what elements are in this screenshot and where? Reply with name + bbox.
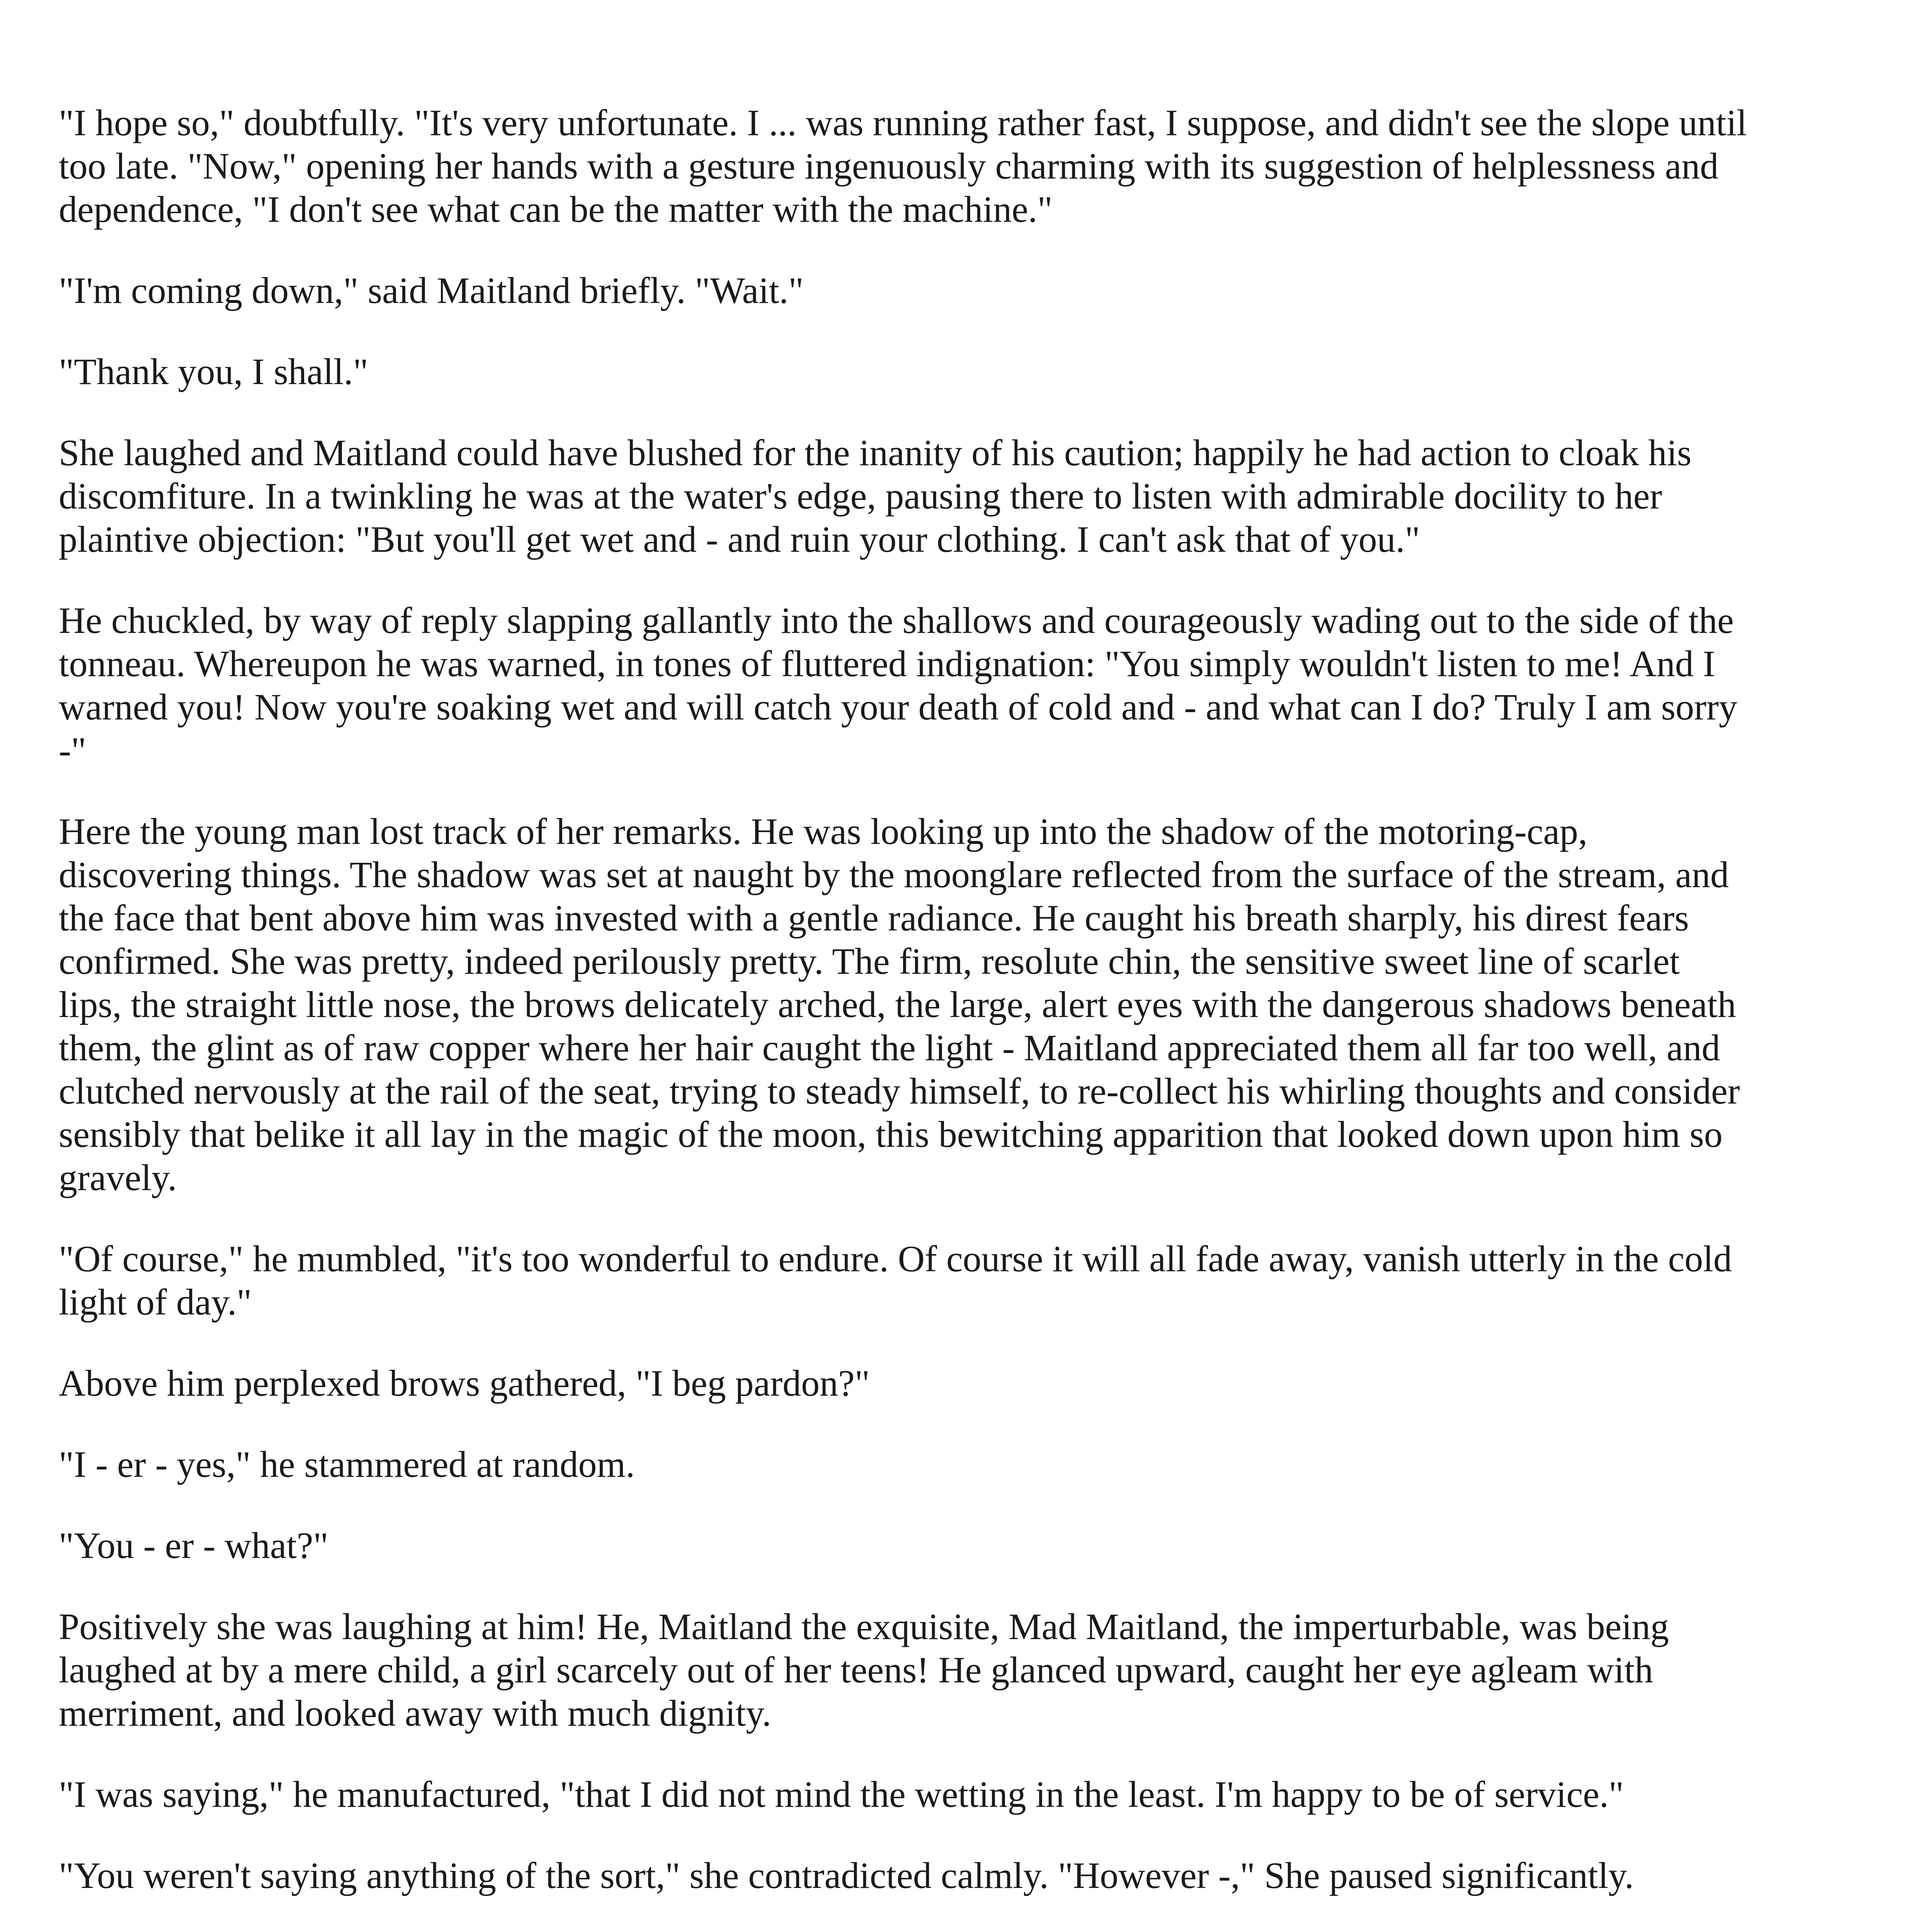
paragraph-1: "I hope so," doubtfully. "It's very unfortunate. I ... was running rather fast, I suppose, and didn't see the slope until too late. "Now," opening her hands with a gesture ingenuously charming with its suggestion of helplessness and dependence, "I don't see what can be the matter with the machine." [59,102,1747,230]
body-text [59,101,1751,1932]
paragraph-11: Positively she was laughing at him! He, Maitland the exquisite, Mad Maitland, the imperturbable, was being laughed at by a mere child, a girl scarcely out of her teens! He glanced upward, caught her eye agleam with merriment, and looked away with much dignity. [59,1606,1669,1734]
paragraph-8: Above him perplexed brows gathered, "I beg pardon?" [59,1362,870,1404]
paragraph-7: "Of course," he mumbled, "it's too wonderful to endure. Of course it will all fade away, vanish utterly in the cold light of day." [59,1238,1732,1323]
paragraph-5: He chuckled, by way of reply slapping gallantly into the shallows and courageously wading out to the side of the tonneau. Whereupon he was warned, in tones of fluttered indignation: "You simply wouldn't listen to me! And I warned you! Now you're soaking wet and will catch your death of cold and - and what can I do? Truly I am sorry -" [59,600,1738,771]
paragraph-9: "I - er - yes," he stammered at random. [59,1444,635,1485]
paragraph-3: "Thank you, I shall." [59,351,368,392]
paragraph-6: Here the young man lost track of her remarks. He was looking up into the shadow of the motoring-cap, discovering things. The shadow was set at naught by the moonglare reflected from the surface of the stream, and the face that bent above him was invested with a gentle radiance. He caught his breath sharply, his direst fears confirmed. She was pretty, indeed perilously pretty. The firm, resolute chin, the sensitive sweet line of scarlet lips, the straight little nose, the brows delicately arched, the large, alert eyes with the dangerous shadows beneath them, the glint as of raw copper where her hair caught the light - Maitland appreciated them all far too well, and clutched nervously at the rail of the seat, trying to steady himself, to re-collect his whirling thoughts and consider sensibly that belike it all lay in the magic of the moon, this bewitching apparition that looked down upon him so gravely. [59,811,1740,1198]
paragraph-10: "You - er - what?" [59,1525,328,1566]
paragraph-2: "I'm coming down," said Maitland briefly. "Wait." [59,270,804,311]
paragraph-13: "You weren't saying anything of the sort," she contradicted calmly. "However -," She paused significantly. [59,1855,1634,1896]
paragraph-12: "I was saying," he manufactured, "that I did not mind the wetting in the least. I'm happy to be of service." [59,1774,1624,1815]
paragraph-4: She laughed and Maitland could have blushed for the inanity of his caution; happily he had action to cloak his discomfiture. In a twinkling he was at the water's edge, pausing there to listen with admirable docility to her plaintive objection: "But you'll get wet and - and ruin your clothing. I can't ask that of you." [59,432,1692,560]
